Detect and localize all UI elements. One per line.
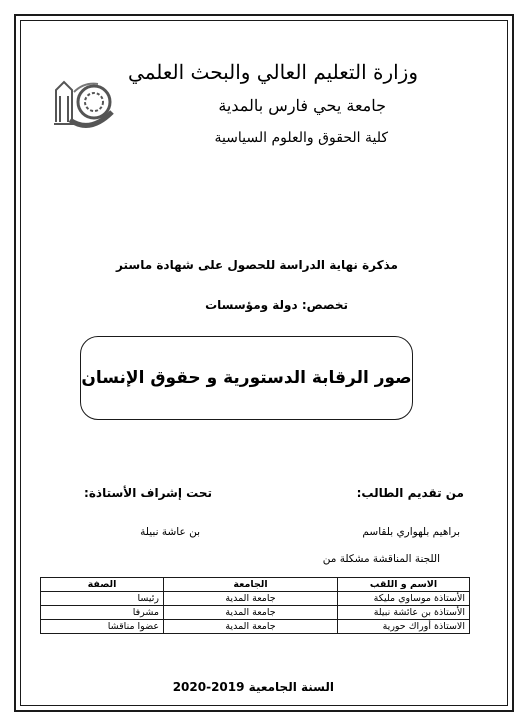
member-university: جامعة المدية <box>164 592 338 606</box>
member-role: رئيسا <box>41 592 164 606</box>
student-label: من تقديم الطالب: <box>356 486 464 500</box>
supervisor-label: تحت إشراف الأستاذة: <box>84 486 212 500</box>
academic-year: السنة الجامعية 2019-2020 <box>172 680 334 694</box>
column-header-university: الجامعة <box>164 578 338 592</box>
member-role: مشرفا <box>41 606 164 620</box>
thesis-title-box <box>80 336 413 420</box>
member-university: جامعة المدية <box>164 606 338 620</box>
faculty-name: كلية الحقوق والعلوم السياسية <box>214 130 388 146</box>
member-name: الأستاذة بن عائشة نبيلة <box>338 606 470 620</box>
ministry-heading: وزارة التعليم العالي والبحث العلمي <box>128 60 418 84</box>
table-row <box>41 592 470 606</box>
table-header-row <box>41 578 470 592</box>
table-row <box>41 606 470 620</box>
column-header-name: الاسم و اللقب <box>338 578 470 592</box>
column-header-role: الصفة <box>41 578 164 592</box>
university-logo-icon <box>50 72 116 134</box>
member-name: الأستاذة موساوي مليكة <box>338 592 470 606</box>
committee-table <box>40 577 470 634</box>
member-university: جامعة المدية <box>164 620 338 634</box>
member-name: الاستاذة أوراك حورية <box>338 620 470 634</box>
table-row <box>41 620 470 634</box>
memo-subtitle: مذكرة نهاية الدراسة للحصول على شهادة ماستر <box>116 258 398 272</box>
committee-heading: اللجنة المناقشة مشكلة من <box>322 553 440 565</box>
member-role: عضوا مناقشا <box>41 620 164 634</box>
student-name: براهيم بلهواري بلقاسم <box>362 526 460 538</box>
supervisor-name: بن عاشة نبيلة <box>140 526 200 538</box>
university-name: جامعة يحي فارس بالمدية <box>218 96 386 115</box>
thesis-title: صور الرقابة الدستورية و حقوق الإنسان <box>81 368 412 388</box>
specialty-label: تخصص: دولة ومؤسسات <box>205 298 348 312</box>
